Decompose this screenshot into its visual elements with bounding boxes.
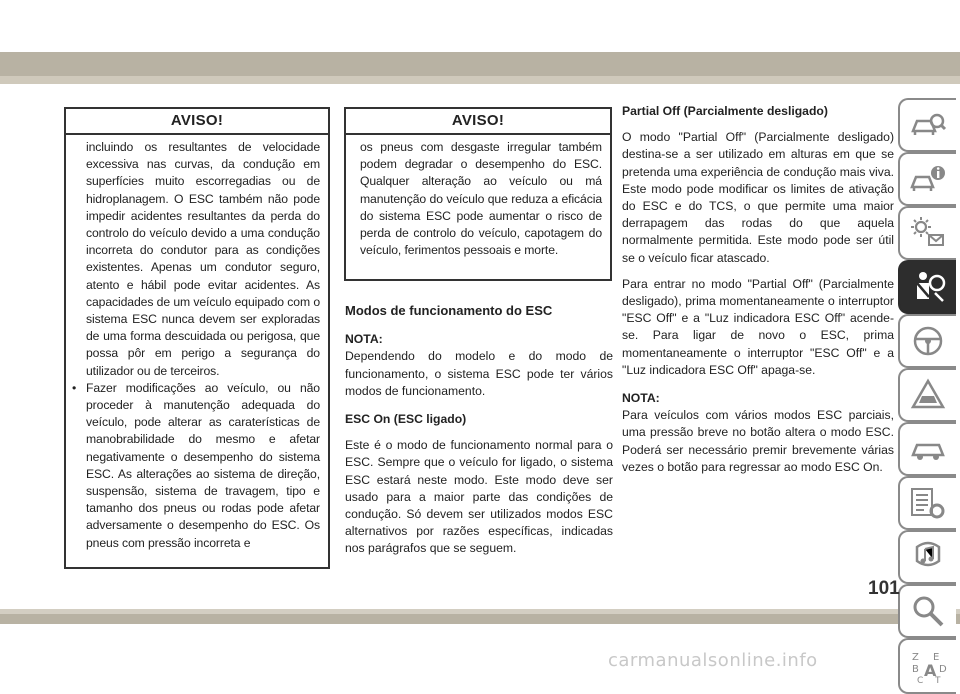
svg-text:D: D <box>939 664 947 675</box>
svg-text:Z: Z <box>912 652 919 663</box>
nota-label: NOTA: <box>345 332 383 347</box>
tab-multimedia[interactable] <box>898 530 956 584</box>
multimedia-icon <box>909 539 947 575</box>
svg-text:T: T <box>935 676 941 684</box>
esc-on-text: Este é o modo de funcionamento normal para o ESC. Sempre que o veículo for ligado, o sistema ESC estará neste modo. Este modo deve ser usado para a maior parte das condições de condução. Só devem ser utilizados modos ESC alternativos por razões específicas, indicadas nos parágrafos que se seguem. <box>345 438 613 556</box>
column-2-body <box>345 302 613 558</box>
warning-text: incluindo os resultantes de velocidade excessiva nas curvas, da condução em superfícies muito escorregadias ou de hidroplanagem. O ESC também não pode impedir acidentes resultantes da perda do controlo do veículo devido a uma condução incorreta do condutor para as condições existentes. Apenas um condutor seguro, atento e hábil pode evitar acidentes. As capacidades de um veículo equipado com o sistema ESC nunca devem ser exploradas de uma forma descuidada ou perigosa, que possa pôr em perigo a segurança do utilizador ou de terceiros. <box>86 140 320 378</box>
tab-car-magnifier[interactable] <box>898 98 956 152</box>
tab-seatbelt-airbag[interactable] <box>898 260 956 314</box>
warning-box-col2 <box>344 107 612 281</box>
tab-checklist-gear[interactable] <box>898 476 956 530</box>
nota-label: NOTA: <box>622 391 660 406</box>
page-number: 101 <box>868 578 900 599</box>
svg-text:C: C <box>917 676 924 684</box>
tab-magnifier[interactable] <box>898 584 956 638</box>
alphabet-index-icon <box>909 648 947 684</box>
svg-text:E: E <box>933 652 940 663</box>
bullet-text: Fazer modificações ao veículo, ou não proceder à manutenção adequada do veículo, pode alterar as caraterísticas de manobrabilidade do mesmo e afetar negativamente o desempenho do sistema ESC. As alterações ao sistema de direção, suspensão, sistema de travagem, tipo e tamanho dos pneus ou rodas pode afetar adversamente o desempenho do ESC. Os pneus com pressão incorreta e <box>86 380 320 550</box>
enter-mode-text: Para entrar no modo "Partial Off" (Parcialmente desligado), prima momentaneamente o interruptor "ESC Off" e a "Luz indicadora ESC Off" acende-se. Para ligar de novo o ESC, prima momentaneamente o interruptor "ESC Off" e a "Luz indicadora ESC Off" apaga-se. <box>622 276 894 377</box>
column-3-body <box>622 103 894 476</box>
footer-band <box>0 614 960 624</box>
section-title: Modos de funcionamento do ESC <box>345 303 553 318</box>
warning-title: AVISO! <box>66 109 328 135</box>
tab-alphabet-index[interactable] <box>898 638 956 694</box>
watermark: carmanualsonline.info <box>608 650 818 671</box>
tab-hazard-car[interactable] <box>898 368 956 422</box>
magnifier-icon <box>909 593 947 629</box>
partial-off-text: O modo "Partial Off" (Parcialmente desligado) destina-se a ser utilizado em alturas em que se pretenda uma experiência de condução mais viva. Este modo pode modificar os limites de ativação do ESC e do TCS, o que permite uma maior derrapagem das rodas do que aquela normalmente permitida. Este modo pode ser útil se o veículo ficar atascado. <box>622 130 894 265</box>
header-band <box>0 52 960 76</box>
warning-lights-icon <box>909 215 947 251</box>
warning-box-col1 <box>64 107 330 569</box>
list-item <box>72 380 320 552</box>
warning-text: os pneus com desgaste irregular também podem degradar o desempenho do ESC. Qualquer alteração ao veículo ou má manutenção do veículo que reduza a eficácia do sistema ESC pode aumentar o risco de perda de controlo do veículo, capotagem do veículo, ferimentos pessoais e morte. <box>360 140 602 258</box>
tab-steering-wheel[interactable] <box>898 314 956 368</box>
svg-text:B: B <box>912 664 919 675</box>
tab-car-service[interactable] <box>898 422 956 476</box>
checklist-gear-icon <box>909 485 947 521</box>
steering-wheel-icon <box>909 323 947 359</box>
hazard-car-icon <box>909 377 947 413</box>
car-service-icon <box>909 431 947 467</box>
bullet-icon: • <box>72 380 77 395</box>
header-band-lower <box>0 76 960 84</box>
car-info-icon <box>909 161 947 197</box>
tab-car-info[interactable] <box>898 152 956 206</box>
esc-on-title: ESC On (ESC ligado) <box>345 412 467 427</box>
nota-text: Para veículos com vários modos ESC parciais, uma pressão breve no botão altera o modo ESC. Poderá ser necessário premir brevemente várias vezes o botão para regressar ao modo ESC On. <box>622 408 894 474</box>
nota-text: Dependendo do modelo e do modo de funcionamento, o sistema ESC pode ter vários modos de funcionamento. <box>345 349 613 398</box>
tab-warning-lights[interactable] <box>898 206 956 260</box>
seatbelt-airbag-icon <box>909 269 947 305</box>
svg-text:A: A <box>924 661 937 680</box>
car-magnifier-icon <box>909 107 947 143</box>
warning-title: AVISO! <box>346 109 610 135</box>
partial-off-title: Partial Off (Parcialmente desligado) <box>622 104 828 118</box>
